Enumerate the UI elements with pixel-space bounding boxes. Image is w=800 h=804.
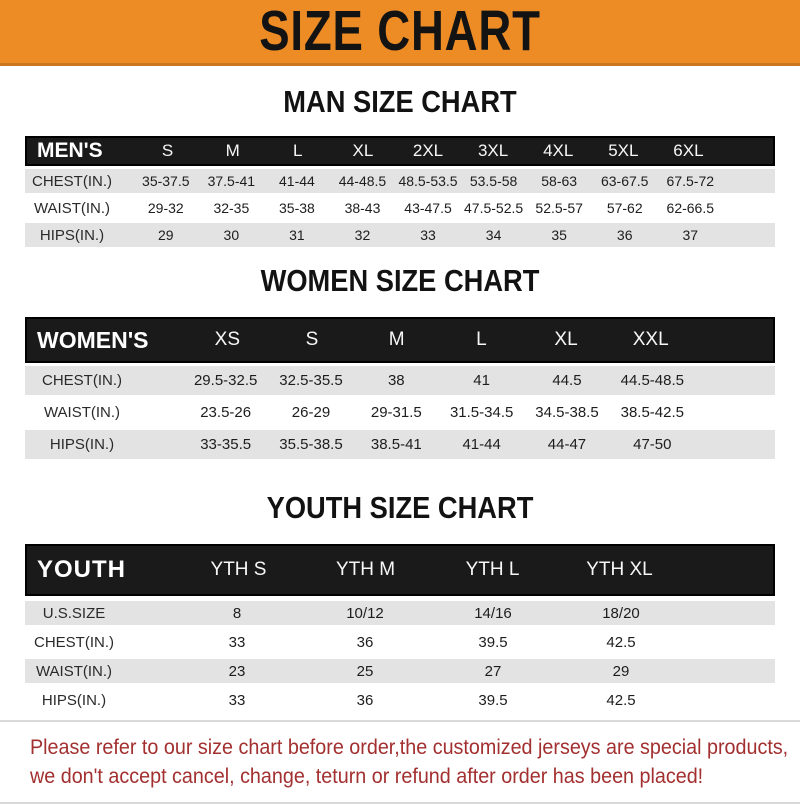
women-section-heading: WOMEN SIZE CHART xyxy=(260,263,540,298)
men-section-heading: MAN SIZE CHART xyxy=(283,84,517,119)
table-cell: 31.5-34.5 xyxy=(449,404,514,421)
youth-size-table xyxy=(25,544,775,712)
table-cell: 42.5 xyxy=(606,691,636,709)
women-waist-row xyxy=(25,398,775,427)
row-label: HIPS(IN.) xyxy=(39,226,105,244)
table-cell: 10/12 xyxy=(346,604,384,622)
youth-waist-row xyxy=(25,659,775,683)
disclaimer-line-2: we don't accept cancel, change, teturn or refund after order has been placed! xyxy=(30,765,704,788)
table-cell: 39.5 xyxy=(478,691,508,709)
table-cell: 29.5-32.5 xyxy=(193,372,258,389)
table-cell: 18/20 xyxy=(602,604,640,622)
row-label: WAIST(IN.) xyxy=(33,199,111,217)
men-col-2xl: 2XL xyxy=(412,141,444,160)
table-cell: 36 xyxy=(356,691,374,709)
table-cell: 47.5-52.5 xyxy=(464,200,524,216)
table-cell: 67.5-72 xyxy=(666,173,715,189)
table-cell: 25 xyxy=(356,662,374,680)
men-chest-row xyxy=(25,169,775,193)
row-label: CHEST(IN.) xyxy=(42,372,122,389)
men-col-l: L xyxy=(293,141,303,160)
youth-table-label: YOUTH xyxy=(37,556,126,583)
youth-col-l: YTH L xyxy=(465,559,520,580)
table-cell: 33 xyxy=(228,633,246,651)
row-label: WAIST(IN.) xyxy=(43,404,121,421)
table-cell: 57-62 xyxy=(606,200,643,216)
youth-ussize-row xyxy=(25,601,775,625)
women-hips-row xyxy=(25,430,775,459)
disclaimer-note xyxy=(0,720,800,804)
table-cell: 38 xyxy=(387,372,405,389)
table-cell: 27 xyxy=(484,662,502,680)
table-cell: 47-50 xyxy=(633,436,672,453)
table-cell: 48.5-53.5 xyxy=(398,173,458,189)
table-cell: 32.5-35.5 xyxy=(279,372,343,389)
table-cell: 52.5-57 xyxy=(535,200,583,216)
youth-table-header xyxy=(25,544,775,596)
table-cell: 44-48.5 xyxy=(338,173,387,189)
table-cell: 33-35.5 xyxy=(200,436,252,453)
table-cell: 29-31.5 xyxy=(370,404,422,421)
table-cell: 44.5 xyxy=(552,372,582,389)
table-cell: 44-47 xyxy=(547,436,587,453)
table-cell: 38.5-42.5 xyxy=(620,404,684,421)
row-label: CHEST(IN.) xyxy=(32,172,112,190)
table-cell: 63-67.5 xyxy=(600,173,649,189)
men-col-5xl: 5XL xyxy=(608,141,639,160)
banner-title: SIZE CHART xyxy=(259,0,541,63)
table-cell: 31 xyxy=(289,227,305,243)
table-cell: 36 xyxy=(356,633,374,651)
table-cell: 34.5-38.5 xyxy=(535,404,599,421)
table-cell: 39.5 xyxy=(478,633,508,651)
table-cell: 32 xyxy=(354,227,371,243)
table-cell: 34 xyxy=(485,227,502,243)
table-cell: 36 xyxy=(616,227,633,243)
table-cell: 32-35 xyxy=(213,200,250,216)
size-chart-banner xyxy=(0,0,800,66)
youth-section-heading: YOUTH SIZE CHART xyxy=(266,490,534,525)
men-col-3xl: 3XL xyxy=(477,141,509,160)
table-cell: 53.5-58 xyxy=(469,173,518,189)
table-cell: 26-29 xyxy=(291,404,331,421)
row-label: HIPS(IN.) xyxy=(41,691,107,709)
table-cell: 35 xyxy=(551,227,567,243)
row-label: U.S.SIZE xyxy=(42,604,106,622)
table-cell: 42.5 xyxy=(606,633,636,651)
table-cell: 29-32 xyxy=(147,200,184,216)
table-cell: 30 xyxy=(223,227,240,243)
table-cell: 23 xyxy=(228,662,246,680)
youth-chest-row xyxy=(25,630,775,654)
men-table-header xyxy=(25,136,775,166)
women-col-l: L xyxy=(476,329,487,350)
disclaimer-line-1: Please refer to our size chart before order,the customized jerseys are special products, xyxy=(30,736,789,759)
youth-col-s: YTH S xyxy=(210,559,267,580)
table-cell: 23.5-26 xyxy=(200,404,252,421)
women-col-xs: XS xyxy=(214,329,241,350)
table-cell: 41-44 xyxy=(279,173,315,189)
table-cell: 41 xyxy=(473,372,490,389)
youth-hips-row xyxy=(25,688,775,712)
women-chest-row xyxy=(25,366,775,395)
table-cell: 35-37.5 xyxy=(142,173,190,189)
men-col-xl: XL xyxy=(352,141,374,160)
women-col-xxl: XXL xyxy=(632,329,669,350)
table-cell: 33 xyxy=(228,691,246,709)
men-size-table xyxy=(25,136,775,247)
men-waist-row xyxy=(25,196,775,220)
table-cell: 41-44 xyxy=(462,436,501,453)
men-col-m: M xyxy=(225,141,240,160)
table-cell: 8 xyxy=(232,604,242,622)
men-hips-row xyxy=(25,223,775,247)
women-size-table xyxy=(25,317,775,459)
table-cell: 14/16 xyxy=(474,604,512,622)
women-table-header xyxy=(25,317,775,363)
table-cell: 29 xyxy=(612,662,630,680)
table-cell: 37 xyxy=(682,227,699,243)
table-cell: 35.5-38.5 xyxy=(279,436,343,453)
women-table-label: WOMEN'S xyxy=(37,326,149,353)
table-cell: 43-47.5 xyxy=(404,200,452,216)
table-cell: 35-38 xyxy=(279,200,315,216)
table-cell: 33 xyxy=(420,227,436,243)
row-label: HIPS(IN.) xyxy=(49,436,115,453)
table-cell: 58-63 xyxy=(541,173,578,189)
row-label: CHEST(IN.) xyxy=(34,633,114,651)
table-cell: 37.5-41 xyxy=(207,173,256,189)
youth-col-m: YTH M xyxy=(335,559,396,580)
men-col-6xl: 6XL xyxy=(673,141,704,160)
table-cell: 38.5-41 xyxy=(370,436,422,453)
table-cell: 29 xyxy=(157,227,174,243)
table-cell: 62-66.5 xyxy=(666,200,715,216)
table-cell: 44.5-48.5 xyxy=(620,372,684,389)
women-col-m: M xyxy=(388,329,405,350)
women-col-s: S xyxy=(305,329,319,350)
row-label: WAIST(IN.) xyxy=(35,662,113,680)
men-table-label: MEN'S xyxy=(37,139,103,162)
youth-col-xl: YTH XL xyxy=(586,559,653,580)
men-col-4xl: 4XL xyxy=(543,141,574,160)
table-cell: 38-43 xyxy=(344,200,381,216)
men-col-s: S xyxy=(161,141,174,160)
women-col-xl: XL xyxy=(554,329,578,350)
